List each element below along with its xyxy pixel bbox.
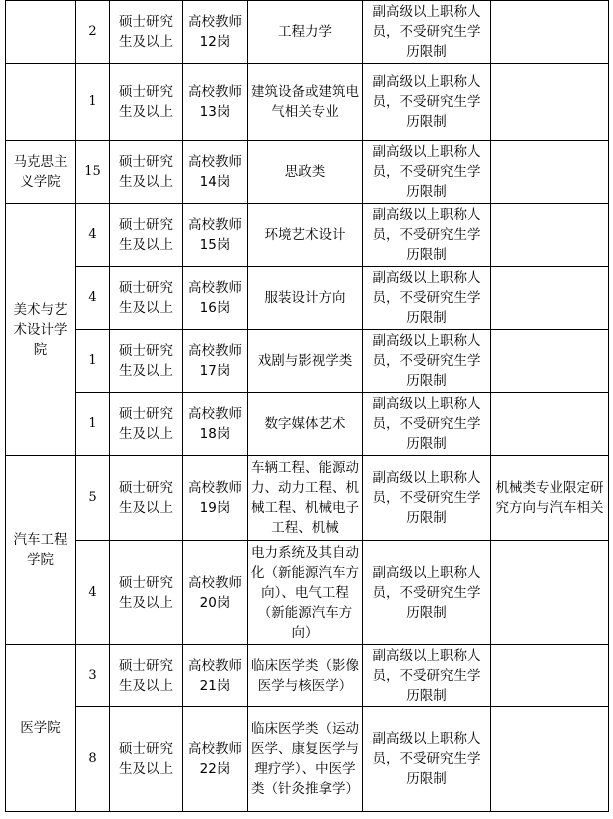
table-row xyxy=(6,456,609,541)
notes-cell xyxy=(491,267,609,330)
title-requirement-cell: 副高级以上职称人员，不受研究生学历限制 xyxy=(363,141,491,204)
notes-cell xyxy=(491,64,609,141)
education-cell: 硕士研究生及以上 xyxy=(110,541,183,645)
title-requirement-cell: 副高级以上职称人员，不受研究生学历限制 xyxy=(363,1,491,64)
table-row xyxy=(6,541,609,645)
position-cell: 高校教师12岗 xyxy=(183,1,248,64)
position-cell: 高校教师16岗 xyxy=(183,267,248,330)
major-cell: 戏剧与影视学类 xyxy=(248,330,363,393)
education-cell: 硕士研究生及以上 xyxy=(110,330,183,393)
notes-cell xyxy=(491,707,609,812)
count-cell: 8 xyxy=(76,707,110,812)
major-cell: 车辆工程、能源动力、动力工程、机械工程、机械电子工程、机械 xyxy=(248,456,363,541)
position-cell: 高校教师21岗 xyxy=(183,645,248,707)
title-requirement-cell: 副高级以上职称人员，不受研究生学历限制 xyxy=(363,707,491,812)
count-cell: 4 xyxy=(76,267,110,330)
college-cell: 美术与艺术设计学院 xyxy=(6,204,76,456)
table-row xyxy=(6,393,609,456)
education-cell: 硕士研究生及以上 xyxy=(110,707,183,812)
count-cell: 1 xyxy=(76,330,110,393)
title-requirement-cell: 副高级以上职称人员，不受研究生学历限制 xyxy=(363,393,491,456)
title-requirement-cell: 副高级以上职称人员，不受研究生学历限制 xyxy=(363,330,491,393)
count-cell: 4 xyxy=(76,204,110,267)
education-cell: 硕士研究生及以上 xyxy=(110,204,183,267)
table-row xyxy=(6,267,609,330)
title-requirement-cell: 副高级以上职称人员，不受研究生学历限制 xyxy=(363,541,491,645)
count-cell: 1 xyxy=(76,64,110,141)
count-cell: 5 xyxy=(76,456,110,541)
title-requirement-cell: 副高级以上职称人员，不受研究生学历限制 xyxy=(363,645,491,707)
college-cell xyxy=(6,1,76,64)
count-cell: 4 xyxy=(76,541,110,645)
notes-cell xyxy=(491,1,609,64)
title-requirement-cell: 副高级以上职称人员，不受研究生学历限制 xyxy=(363,204,491,267)
college-cell xyxy=(6,64,76,141)
notes-cell xyxy=(491,204,609,267)
education-cell: 硕士研究生及以上 xyxy=(110,456,183,541)
table-row xyxy=(6,330,609,393)
major-cell: 思政类 xyxy=(248,141,363,204)
major-cell: 建筑设备或建筑电气相关专业 xyxy=(248,64,363,141)
college-cell: 医学院 xyxy=(6,645,76,812)
position-cell: 高校教师17岗 xyxy=(183,330,248,393)
table-row xyxy=(6,1,609,64)
education-cell: 硕士研究生及以上 xyxy=(110,141,183,204)
notes-cell xyxy=(491,141,609,204)
position-cell: 高校教师14岗 xyxy=(183,141,248,204)
major-cell: 环境艺术设计 xyxy=(248,204,363,267)
education-cell: 硕士研究生及以上 xyxy=(110,64,183,141)
education-cell: 硕士研究生及以上 xyxy=(110,1,183,64)
major-cell: 电力系统及其自动化（新能源汽车方向）、电气工程（新能源汽车方向） xyxy=(248,541,363,645)
count-cell: 15 xyxy=(76,141,110,204)
count-cell: 2 xyxy=(76,1,110,64)
notes-cell xyxy=(491,541,609,645)
major-cell: 数字媒体艺术 xyxy=(248,393,363,456)
notes-cell: 机械类专业限定研究方向与汽车相关 xyxy=(491,456,609,541)
notes-cell xyxy=(491,393,609,456)
table-row xyxy=(6,707,609,812)
count-cell: 1 xyxy=(76,393,110,456)
major-cell: 临床医学类（运动医学、康复医学与理疗学）、中医学类（针灸推拿学） xyxy=(248,707,363,812)
table-row xyxy=(6,204,609,267)
position-cell: 高校教师22岗 xyxy=(183,707,248,812)
table-row xyxy=(6,141,609,204)
position-cell: 高校教师20岗 xyxy=(183,541,248,645)
notes-cell xyxy=(491,330,609,393)
major-cell: 服装设计方向 xyxy=(248,267,363,330)
position-cell: 高校教师13岗 xyxy=(183,64,248,141)
education-cell: 硕士研究生及以上 xyxy=(110,645,183,707)
table-row xyxy=(6,64,609,141)
recruitment-table xyxy=(5,0,609,812)
education-cell: 硕士研究生及以上 xyxy=(110,393,183,456)
education-cell: 硕士研究生及以上 xyxy=(110,267,183,330)
college-cell: 汽车工程学院 xyxy=(6,456,76,645)
title-requirement-cell: 副高级以上职称人员，不受研究生学历限制 xyxy=(363,456,491,541)
position-cell: 高校教师15岗 xyxy=(183,204,248,267)
notes-cell xyxy=(491,645,609,707)
title-requirement-cell: 副高级以上职称人员，不受研究生学历限制 xyxy=(363,64,491,141)
major-cell: 临床医学类（影像医学与核医学） xyxy=(248,645,363,707)
college-cell: 马克思主义学院 xyxy=(6,141,76,204)
title-requirement-cell: 副高级以上职称人员，不受研究生学历限制 xyxy=(363,267,491,330)
count-cell: 3 xyxy=(76,645,110,707)
position-cell: 高校教师18岗 xyxy=(183,393,248,456)
table-row xyxy=(6,645,609,707)
position-cell: 高校教师19岗 xyxy=(183,456,248,541)
major-cell: 工程力学 xyxy=(248,1,363,64)
